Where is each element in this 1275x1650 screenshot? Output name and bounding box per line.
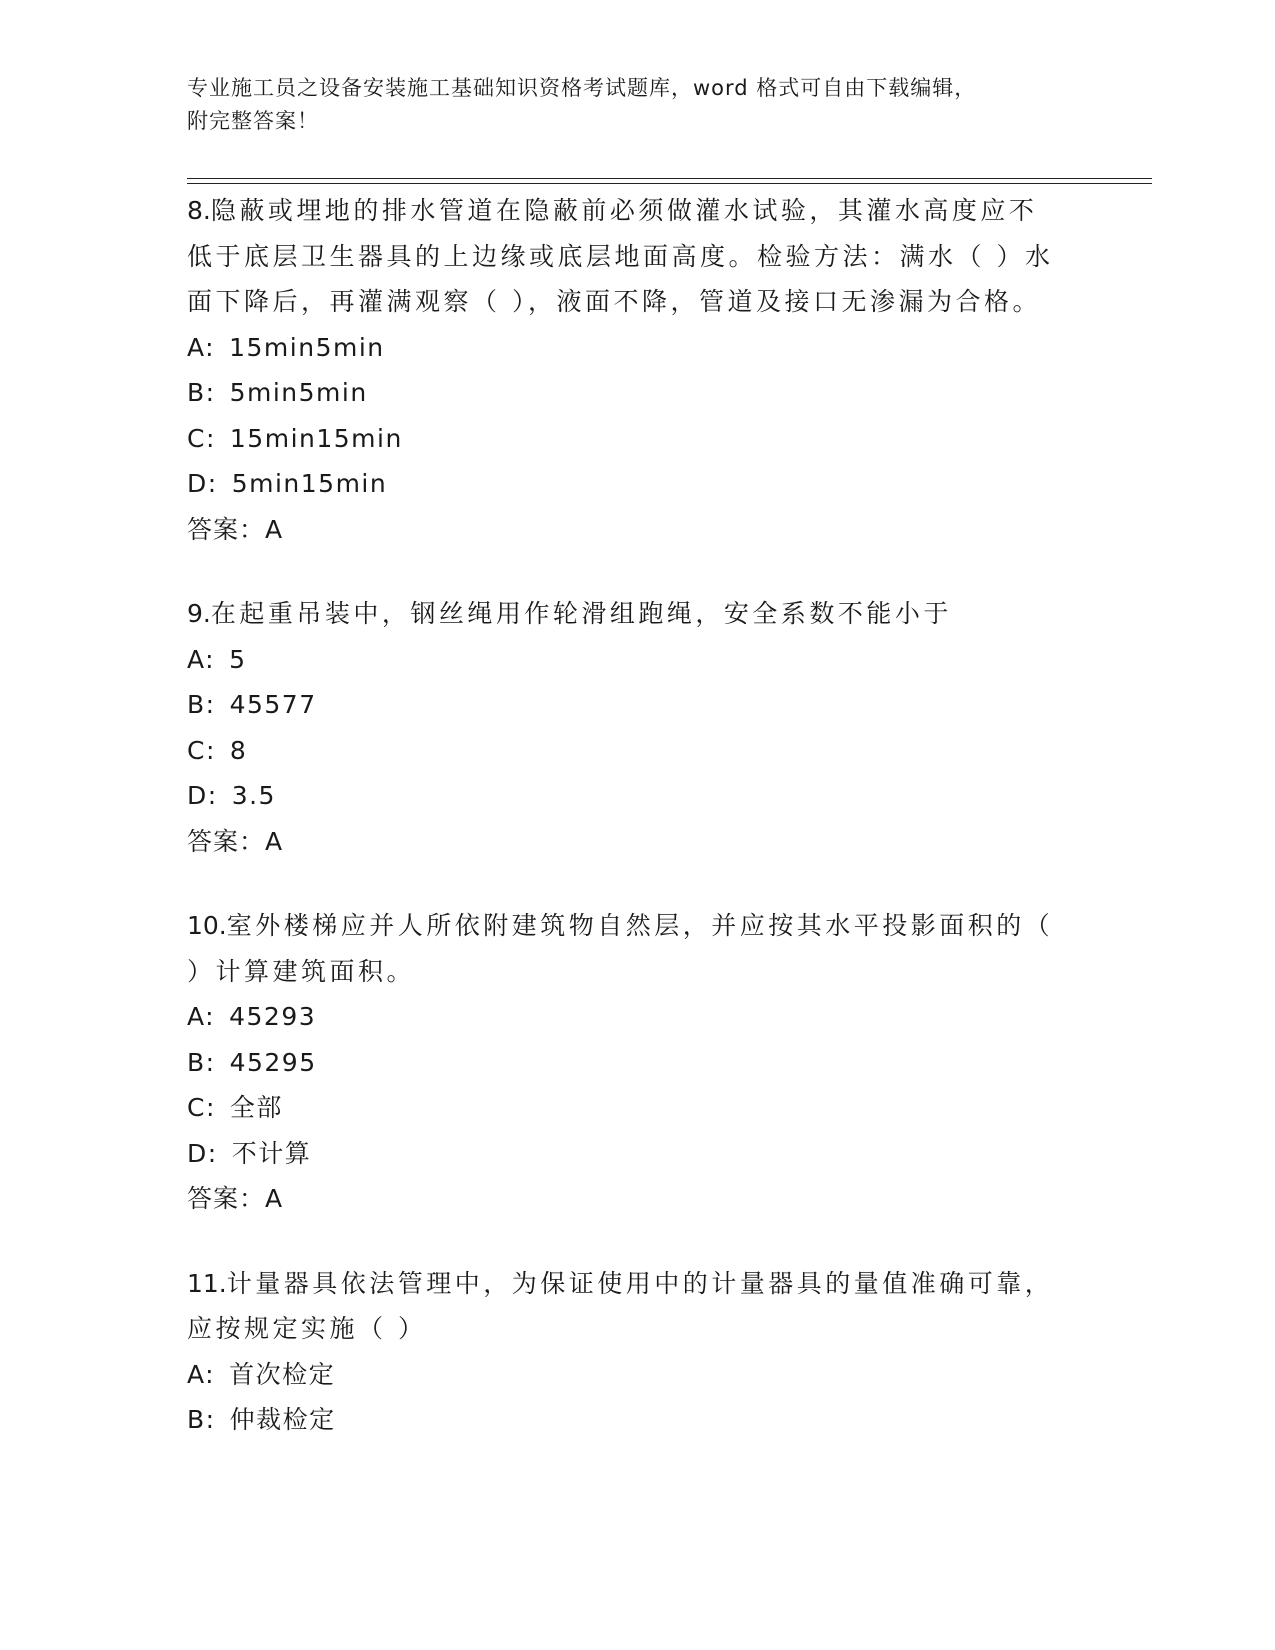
option-a: [187, 325, 1087, 371]
answer-label: 答案：: [187, 826, 266, 856]
option-letter: B: [187, 690, 206, 719]
option-a: [187, 994, 1087, 1040]
option-text: 首次检定: [229, 1359, 336, 1389]
option-letter: A: [187, 332, 206, 362]
option-text: 15min15min: [229, 423, 403, 453]
option-text: 全部: [229, 1093, 283, 1122]
answer-label: 答案：: [187, 514, 266, 544]
option-separator: :: [207, 1138, 218, 1168]
option-text: 8: [229, 735, 248, 765]
question-number: 8.: [187, 196, 211, 225]
answer-line: [187, 819, 1087, 865]
answer-line: [187, 507, 1087, 553]
answer-value: A: [265, 514, 284, 544]
option-letter: C: [187, 1093, 206, 1122]
option-letter: D: [187, 469, 208, 498]
option-a: [187, 1352, 1087, 1398]
option-separator: :: [205, 1359, 216, 1389]
option-separator: :: [205, 1093, 216, 1122]
question-line: 低于底层卫生器具的上边缘或底层地面高度。检验方法：满水（ ）水: [187, 241, 1054, 271]
question-line: 隐蔽或埋地的排水管道在隐蔽前必须做灌水试验，其灌水高度应不: [210, 196, 1038, 225]
header-line-2: 附完整答案！: [187, 109, 319, 133]
option-separator: :: [205, 690, 216, 719]
question-text: [187, 1261, 1087, 1307]
option-d: [187, 773, 1087, 819]
option-letter: A: [187, 1002, 206, 1031]
option-letter: B: [187, 1405, 206, 1434]
option-letter: B: [187, 378, 206, 407]
question-line: 在起重吊装中，钢丝绳用作轮滑组跑绳，安全系数不能小于: [210, 599, 952, 628]
answer-line: [187, 1176, 1087, 1222]
header-divider-bottom: [187, 183, 1152, 184]
option-text: 45293: [229, 1002, 317, 1031]
option-separator: :: [207, 781, 218, 810]
question-10: [187, 903, 1087, 1222]
option-b: [187, 682, 1087, 728]
option-c: [187, 1085, 1087, 1131]
question-line: 计量器具依法管理中，为保证使用中的计量器具的量值准确可靠，: [226, 1268, 1054, 1298]
header-line-1: 专业施工员之设备安装施工基础知识资格考试题库，word 格式可自由下载编辑，: [187, 76, 977, 100]
option-separator: :: [205, 332, 216, 362]
option-text: 不计算: [231, 1138, 312, 1168]
question-text: [187, 591, 1087, 637]
answer-label: 答案：: [187, 1184, 266, 1213]
option-separator: :: [205, 644, 216, 674]
option-a: [187, 637, 1087, 683]
option-separator: :: [205, 735, 216, 765]
question-line: 室外楼梯应并人所依附建筑物自然层，并应按其水平投影面积的（: [226, 911, 1054, 940]
option-separator: :: [205, 378, 216, 407]
option-text: 5: [229, 644, 247, 674]
option-d: [187, 461, 1087, 507]
option-b: [187, 370, 1087, 416]
document-header: [187, 72, 1087, 138]
question-text: [187, 903, 1087, 949]
question-line: 应按规定实施（ ）: [187, 1314, 427, 1343]
question-11: [187, 1261, 1087, 1443]
header-divider-top: [187, 178, 1152, 179]
option-text: 5min5min: [229, 378, 368, 407]
option-d: [187, 1131, 1087, 1177]
option-text: 仲裁检定: [229, 1405, 336, 1434]
option-separator: :: [205, 423, 216, 453]
option-text: 45295: [229, 1047, 317, 1077]
option-c: [187, 728, 1087, 774]
option-text: 3.5: [231, 781, 276, 810]
option-separator: :: [207, 469, 218, 498]
question-number: 9.: [187, 599, 211, 628]
question-number: 10.: [187, 911, 227, 940]
option-separator: :: [205, 1405, 216, 1434]
option-text: 45577: [229, 690, 317, 719]
option-letter: B: [187, 1047, 206, 1077]
question-line: 面下降后，再灌满观察（ ），液面不降，管道及接口无渗漏为合格。: [187, 287, 1041, 316]
option-separator: :: [205, 1047, 216, 1077]
option-letter: C: [187, 423, 206, 453]
question-line: ）计算建筑面积。: [187, 956, 416, 986]
option-letter: A: [187, 1359, 206, 1389]
question-9: [187, 591, 1087, 864]
option-text: 15min5min: [229, 332, 385, 362]
option-letter: D: [187, 1138, 208, 1168]
option-b: [187, 1397, 1087, 1443]
option-c: [187, 416, 1087, 462]
question-text: [187, 188, 1087, 234]
answer-value: A: [265, 826, 284, 856]
option-text: 5min15min: [231, 469, 388, 498]
option-b: [187, 1040, 1087, 1086]
option-letter: D: [187, 781, 208, 810]
question-number: 11.: [187, 1268, 227, 1298]
answer-value: A: [265, 1184, 284, 1213]
option-letter: C: [187, 735, 206, 765]
option-separator: :: [205, 1002, 216, 1031]
question-8: [187, 188, 1087, 552]
option-letter: A: [187, 644, 206, 674]
question-list: [187, 188, 1087, 1482]
